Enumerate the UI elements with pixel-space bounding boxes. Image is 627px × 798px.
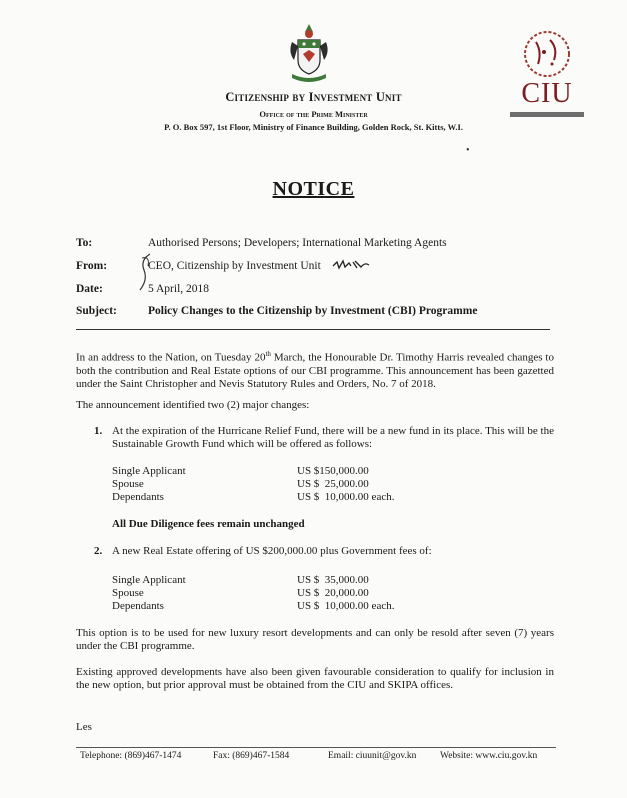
to-value: Authorised Persons; Developers; International Marketing Agents <box>148 237 447 249</box>
item-1-number: 1. <box>94 425 103 437</box>
date-value: 5 April, 2018 <box>148 283 210 295</box>
item-2-number: 2. <box>94 545 103 557</box>
intro-superscript: th <box>265 350 271 358</box>
footer-website: Website: www.ciu.gov.kn <box>440 751 538 761</box>
subject-value: Policy Changes to the Citizenship by Investment (CBI) Programme <box>148 305 478 317</box>
realestate-row-label: Spouse <box>112 587 144 599</box>
address-text: P. O. Box 597, 1st Floor, Ministry of Finance Building, Golden Rock, St. Kitts, W.I. <box>164 122 463 132</box>
intro-text-b: March, the Honourable Dr. Timothy Harris revealed changes to both the contribution and Real Estate options of our CBI programme. This announcement has been gazetted under the Saint Christopher and Nevis Statutory Rules and Orders, No. 7 of 2018. <box>76 351 554 391</box>
realestate-row-label: Dependants <box>112 600 164 612</box>
ciu-logo-text: CIU <box>521 78 573 109</box>
realestate-row-value: US $ 35,000.00 <box>297 574 369 586</box>
fund-row-value: US $150,000.00 <box>297 465 369 477</box>
realestate-row-label: Single Applicant <box>112 574 186 586</box>
header-divider <box>76 329 550 330</box>
item-2-text: A new Real Estate offering of US $200,000.00 plus Government fees of: <box>112 545 432 557</box>
intro-text-a: In an address to the Nation, on Tuesday 20 <box>76 351 266 364</box>
footer-email: Email: ciuunit@gov.kn <box>328 751 417 761</box>
from-value: CEO, Citizenship by Investment Unit <box>148 260 321 272</box>
subject-label: Subject: <box>76 305 117 317</box>
option-paragraph: This option is to be used for new luxury resort developments and can only be resold after seven (7) years under the CBI programme. <box>76 627 554 653</box>
fund-row-value: US $ 10,000.00 each. <box>297 491 395 503</box>
fund-row-label: Single Applicant <box>112 465 186 477</box>
notice-title: NOTICE <box>272 178 355 200</box>
footer-telephone: Telephone: (869)467-1474 <box>80 751 182 761</box>
intro-paragraph <box>76 348 554 391</box>
signoff: Les <box>76 721 92 733</box>
item-1-text: At the expiration of the Hurricane Relief Fund, there will be a new fund in its place. This will be the Sustainable Growth Fund which will be offered as follows: <box>112 425 554 451</box>
existing-developments-paragraph: Existing approved developments have also been given favourable consideration to qualify for inclusion in the new option, but prior approval must be obtained from the CIU and SKIPA offices. <box>76 666 554 692</box>
to-label: To: <box>76 237 93 249</box>
fund-row-label: Dependants <box>112 491 164 503</box>
initials-scribble-icon <box>331 258 371 277</box>
unit-title: Citizenship by Investment Unit <box>225 90 402 104</box>
decorative-dot: • <box>466 145 470 156</box>
coat-of-arms-icon <box>284 22 334 88</box>
from-label: From: <box>76 260 108 272</box>
date-label: Date: <box>76 283 103 295</box>
realestate-row-value: US $ 10,000.00 each. <box>297 600 395 612</box>
fund-row-label: Spouse <box>112 478 144 490</box>
office-name: Office of the Prime Minister <box>259 109 368 119</box>
ciu-logo <box>506 28 588 120</box>
announcement-line: The announcement identified two (2) major changes: <box>76 399 310 411</box>
office-address <box>0 122 627 132</box>
fund-row-value: US $ 25,000.00 <box>297 478 369 490</box>
realestate-row-value: US $ 20,000.00 <box>297 587 369 599</box>
footer-divider <box>76 747 556 748</box>
footer-fax: Fax: (869)467-1584 <box>213 751 290 761</box>
due-diligence-note: All Due Diligence fees remain unchanged <box>112 518 305 530</box>
